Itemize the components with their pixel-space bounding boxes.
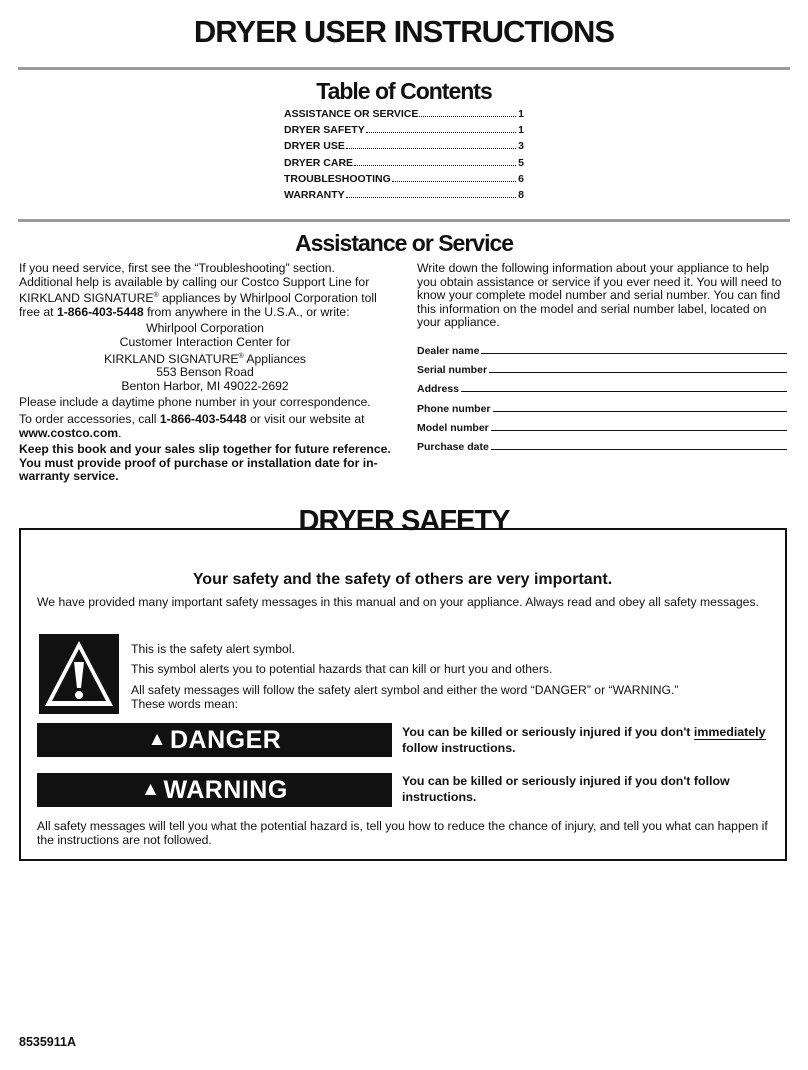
alert-triangle-icon: ▲ <box>147 729 167 750</box>
form-row-serial-number[interactable]: Serial number <box>417 361 787 380</box>
toc-leader <box>346 148 516 149</box>
toc-item-label: DRYER CARE <box>284 156 354 169</box>
toc-item-page: 5 <box>518 156 524 169</box>
daytime-phone-note: Please include a daytime phone number in your correspondence. <box>19 395 371 410</box>
toc-item-page: 1 <box>518 108 524 120</box>
safety-box-heading: Your safety and the safety of others are very important. <box>192 571 613 588</box>
safety-symbol-text <box>131 639 771 711</box>
warning-signal-word: ▲ WARNING <box>37 773 392 807</box>
warning-meaning: You can be killed or seriously injured if you don't follow instructions. <box>402 774 730 804</box>
fill-in-line[interactable] <box>489 361 787 373</box>
fill-in-line[interactable] <box>491 419 787 431</box>
accessories-note: To order accessories, call 1-866-403-5448 or visit our website at www.costco.com. <box>19 412 365 440</box>
form-row-purchase-date[interactable]: Purchase date <box>417 438 787 457</box>
record-info-form <box>417 342 787 457</box>
toc-item[interactable] <box>284 108 524 124</box>
symbol-line: These words mean: <box>131 697 239 711</box>
form-row-dealer-name[interactable]: Dealer name <box>417 342 787 361</box>
toc-item-label: WARRANTY <box>284 188 345 201</box>
toc-leader <box>392 181 516 182</box>
toc-item-label: DRYER SAFETY <box>284 124 365 137</box>
toc-item-page: 3 <box>518 140 524 153</box>
toc-leader <box>419 116 516 117</box>
accessories-phone: 1-866-403-5448 <box>159 412 247 427</box>
website-link[interactable]: www.costco.com <box>19 425 119 440</box>
toc-leader <box>366 132 516 133</box>
safety-intro: We have provided many important safety messages in this manual and on your appliance. Always read and obey all safety messages. <box>37 595 759 609</box>
safety-box <box>19 528 787 861</box>
toc-item[interactable] <box>284 140 524 156</box>
alert-triangle-icon: ▲ <box>141 779 161 800</box>
divider <box>18 219 790 222</box>
fill-in-line[interactable] <box>481 342 787 354</box>
form-row-address[interactable]: Address <box>417 380 787 399</box>
safety-alert-symbol-icon <box>39 634 119 714</box>
assistance-intro: If you need service, first see the “Troubleshooting” section. Additional help is available by calling our Costco Support Line for KIRKLAND SIGNATURE® appliances by Whirlpool Corporation toll free at 1-866-403-5448 from anywhere in the U.S.A., or write: <box>19 261 377 319</box>
divider <box>18 67 790 70</box>
toc-leader <box>346 197 516 198</box>
toc-heading: Table of Contents <box>316 78 492 104</box>
record-info-intro: Write down the following information about your appliance to help you obtain assistance or service if you ever need it. You will need to know your complete model number and serial number. You can find this information on the model and serial number label, located on your appliance. <box>417 261 782 330</box>
fill-in-line[interactable] <box>493 400 787 412</box>
toc-item[interactable] <box>284 157 524 173</box>
part-number: 8535911A <box>19 1035 77 1049</box>
keep-book-note: Keep this book and your sales slip together for future reference. You must provide proof of purchase or installation date for in-warranty service. <box>19 442 391 484</box>
assistance-right-column <box>417 262 787 457</box>
fill-in-line[interactable] <box>491 438 787 450</box>
assistance-left-column <box>19 262 391 484</box>
emphasis-immediately: immediately <box>693 725 766 739</box>
toc-item-label: TROUBLESHOOTING <box>284 172 391 185</box>
table-of-contents <box>284 108 524 205</box>
section-heading-assistance: Assistance or Service <box>294 230 514 256</box>
section-heading-safety: DRYER SAFETY <box>298 505 510 537</box>
toc-item-label: DRYER USE <box>284 140 345 153</box>
toc-item-page: 8 <box>518 188 524 201</box>
symbol-line: All safety messages will follow the safety alert symbol and either the word “DANGER” or “WARNING.” <box>131 683 679 697</box>
form-row-phone-number[interactable]: Phone number <box>417 400 787 419</box>
fill-in-line[interactable] <box>461 380 787 392</box>
toc-item[interactable] <box>284 124 524 140</box>
toc-item-label: ASSISTANCE OR SERVICE <box>284 108 419 120</box>
form-row-model-number[interactable]: Model number <box>417 419 787 438</box>
safety-closing: All safety messages will tell you what the potential hazard is, tell you how to reduce the chance of injury, and tell you what can happen if the instructions are not followed. <box>37 819 768 847</box>
toc-item-page: 6 <box>518 172 524 185</box>
toc-item[interactable] <box>284 173 524 189</box>
symbol-line: This is the safety alert symbol. <box>131 642 295 656</box>
mailing-address: Whirlpool Corporation Customer Interaction Center for KIRKLAND SIGNATURE® Appliances 553 Benson Road Benton Harbor, MI 49022-2692 <box>103 321 307 393</box>
toc-item-page: 1 <box>518 124 524 137</box>
support-phone: 1-866-403-5448 <box>56 304 144 319</box>
danger-signal-word: ▲ DANGER <box>37 723 392 757</box>
symbol-line: This symbol alerts you to potential hazards that can kill or hurt you and others. <box>131 662 553 676</box>
toc-leader <box>354 165 516 166</box>
danger-meaning: You can be killed or seriously injured if you don't immediately follow instructions. <box>402 725 766 755</box>
page-title: DRYER USER INSTRUCTIONS <box>193 14 615 49</box>
toc-item[interactable] <box>284 189 524 205</box>
